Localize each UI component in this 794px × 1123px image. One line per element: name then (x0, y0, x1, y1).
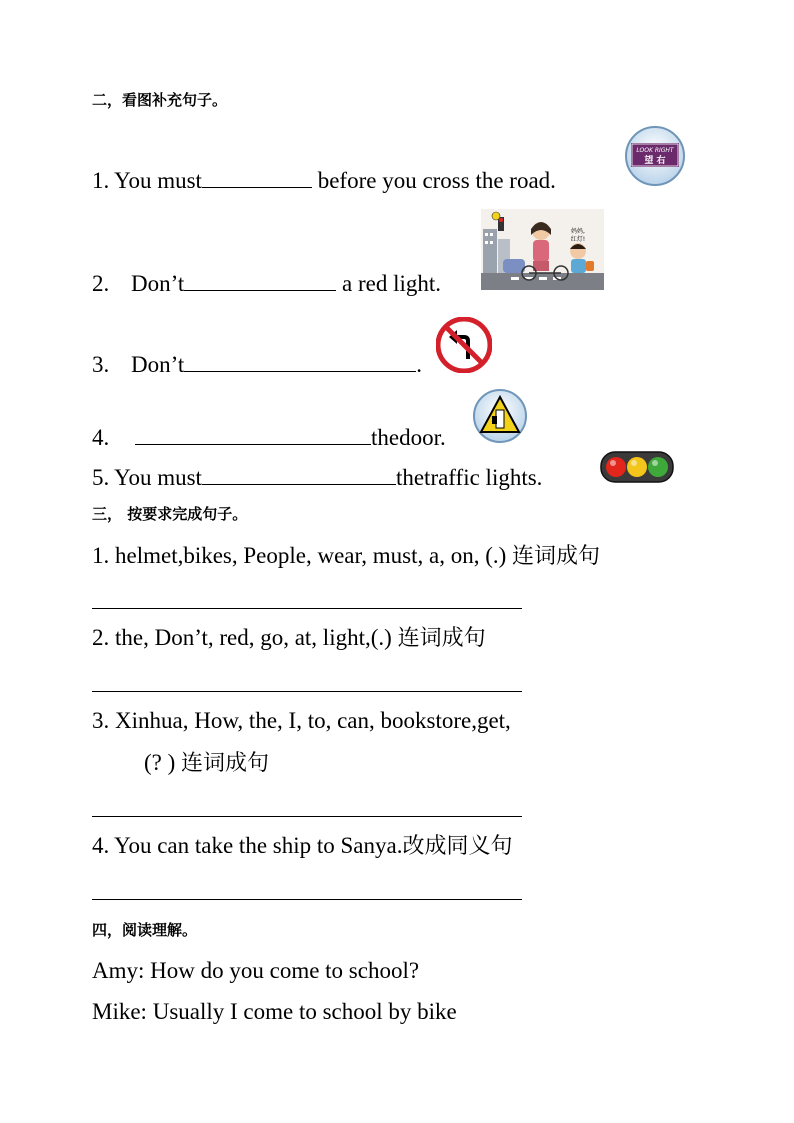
dialogue-text-1: How do you come to school? (150, 958, 420, 983)
item1-num: 1. (92, 168, 110, 193)
s3-item1-answer-line[interactable] (92, 608, 522, 609)
dialogue-line-2 (92, 998, 457, 1026)
s3-item2-answer-line[interactable] (92, 691, 522, 692)
item4-num: 4. (92, 425, 110, 450)
item4-after: thedoor. (371, 425, 446, 450)
s3-item3-cont: (? ) (144, 750, 176, 775)
dialogue-line-1 (92, 957, 419, 985)
item3-blank[interactable] (184, 349, 416, 372)
cartoon-text-2: 红灯! (570, 236, 586, 243)
item4-blank[interactable] (135, 422, 371, 445)
s3-item3-line (92, 707, 511, 735)
item5-after: thetraffic lights. (395, 465, 543, 490)
item5-blank[interactable] (202, 462, 396, 485)
s3-item2-line (92, 624, 486, 653)
item2-num: 2. (92, 271, 110, 296)
item4-line (92, 422, 446, 452)
dialogue-speaker-2: Mike: (92, 999, 147, 1024)
look-right-sign-icon (623, 125, 687, 187)
item3-num: 3. (92, 352, 110, 377)
s3-item3-text: 3. Xinhua, How, the, I, to, can, bookstore,get, (92, 708, 511, 733)
s3-item4-text: 4. You can take the ship to Sanya. (92, 833, 403, 858)
sign-top-text: LOOK RIGHT (636, 147, 674, 154)
s3-item4-answer-line[interactable] (92, 899, 522, 900)
s3-item4-line (92, 832, 512, 861)
s3-item1-line (92, 542, 600, 571)
item5-before: You must (114, 465, 202, 490)
item1-before: You must (114, 168, 202, 193)
dialogue-speaker-1: Amy: (92, 958, 145, 983)
s3-item1-text: 1. helmet,bikes, People, wear, must, a, on, (.) (92, 543, 507, 568)
s3-item3-answer-line[interactable] (92, 816, 522, 817)
item2-before: Don’t (131, 271, 185, 296)
s3-item3-tag: 连词成句 (181, 751, 270, 776)
item5-line (92, 462, 542, 492)
item2-blank[interactable] (184, 268, 336, 291)
item3-after: . (416, 352, 422, 377)
item1-blank[interactable] (202, 165, 312, 188)
sign-bottom-text: 望 右 (644, 156, 666, 166)
item1-line (92, 165, 556, 195)
item1-after: before you cross the road. (311, 168, 556, 193)
item3-line (92, 349, 422, 379)
item2-after: a red light. (336, 271, 441, 296)
section2-heading: 二，看图补充句子。 (92, 91, 228, 109)
red-light-cartoon-icon (481, 209, 604, 290)
s3-item2-tag: 连词成句 (397, 626, 486, 651)
item5-num: 5. (92, 465, 110, 490)
section4-heading: 四，阅读理解。 (92, 921, 198, 939)
traffic-lights-icon (600, 451, 674, 483)
s3-item1-tag: 连词成句 (512, 544, 601, 569)
dialogue-text-2: Usually I come to school by bike (152, 999, 457, 1024)
item2-line (92, 268, 441, 298)
door-warning-icon (472, 388, 528, 444)
s3-item4-tag: 改成同义句 (402, 834, 513, 859)
section3-heading: 三， 按要求完成句子。 (92, 505, 248, 523)
item3-before: Don’t (131, 352, 185, 377)
s3-item3-cont-line (144, 749, 269, 778)
no-left-turn-icon (436, 317, 492, 373)
cartoon-text-1: 妈妈, (571, 228, 585, 235)
s3-item2-text: 2. the, Don’t, red, go, at, light,(.) (92, 625, 392, 650)
